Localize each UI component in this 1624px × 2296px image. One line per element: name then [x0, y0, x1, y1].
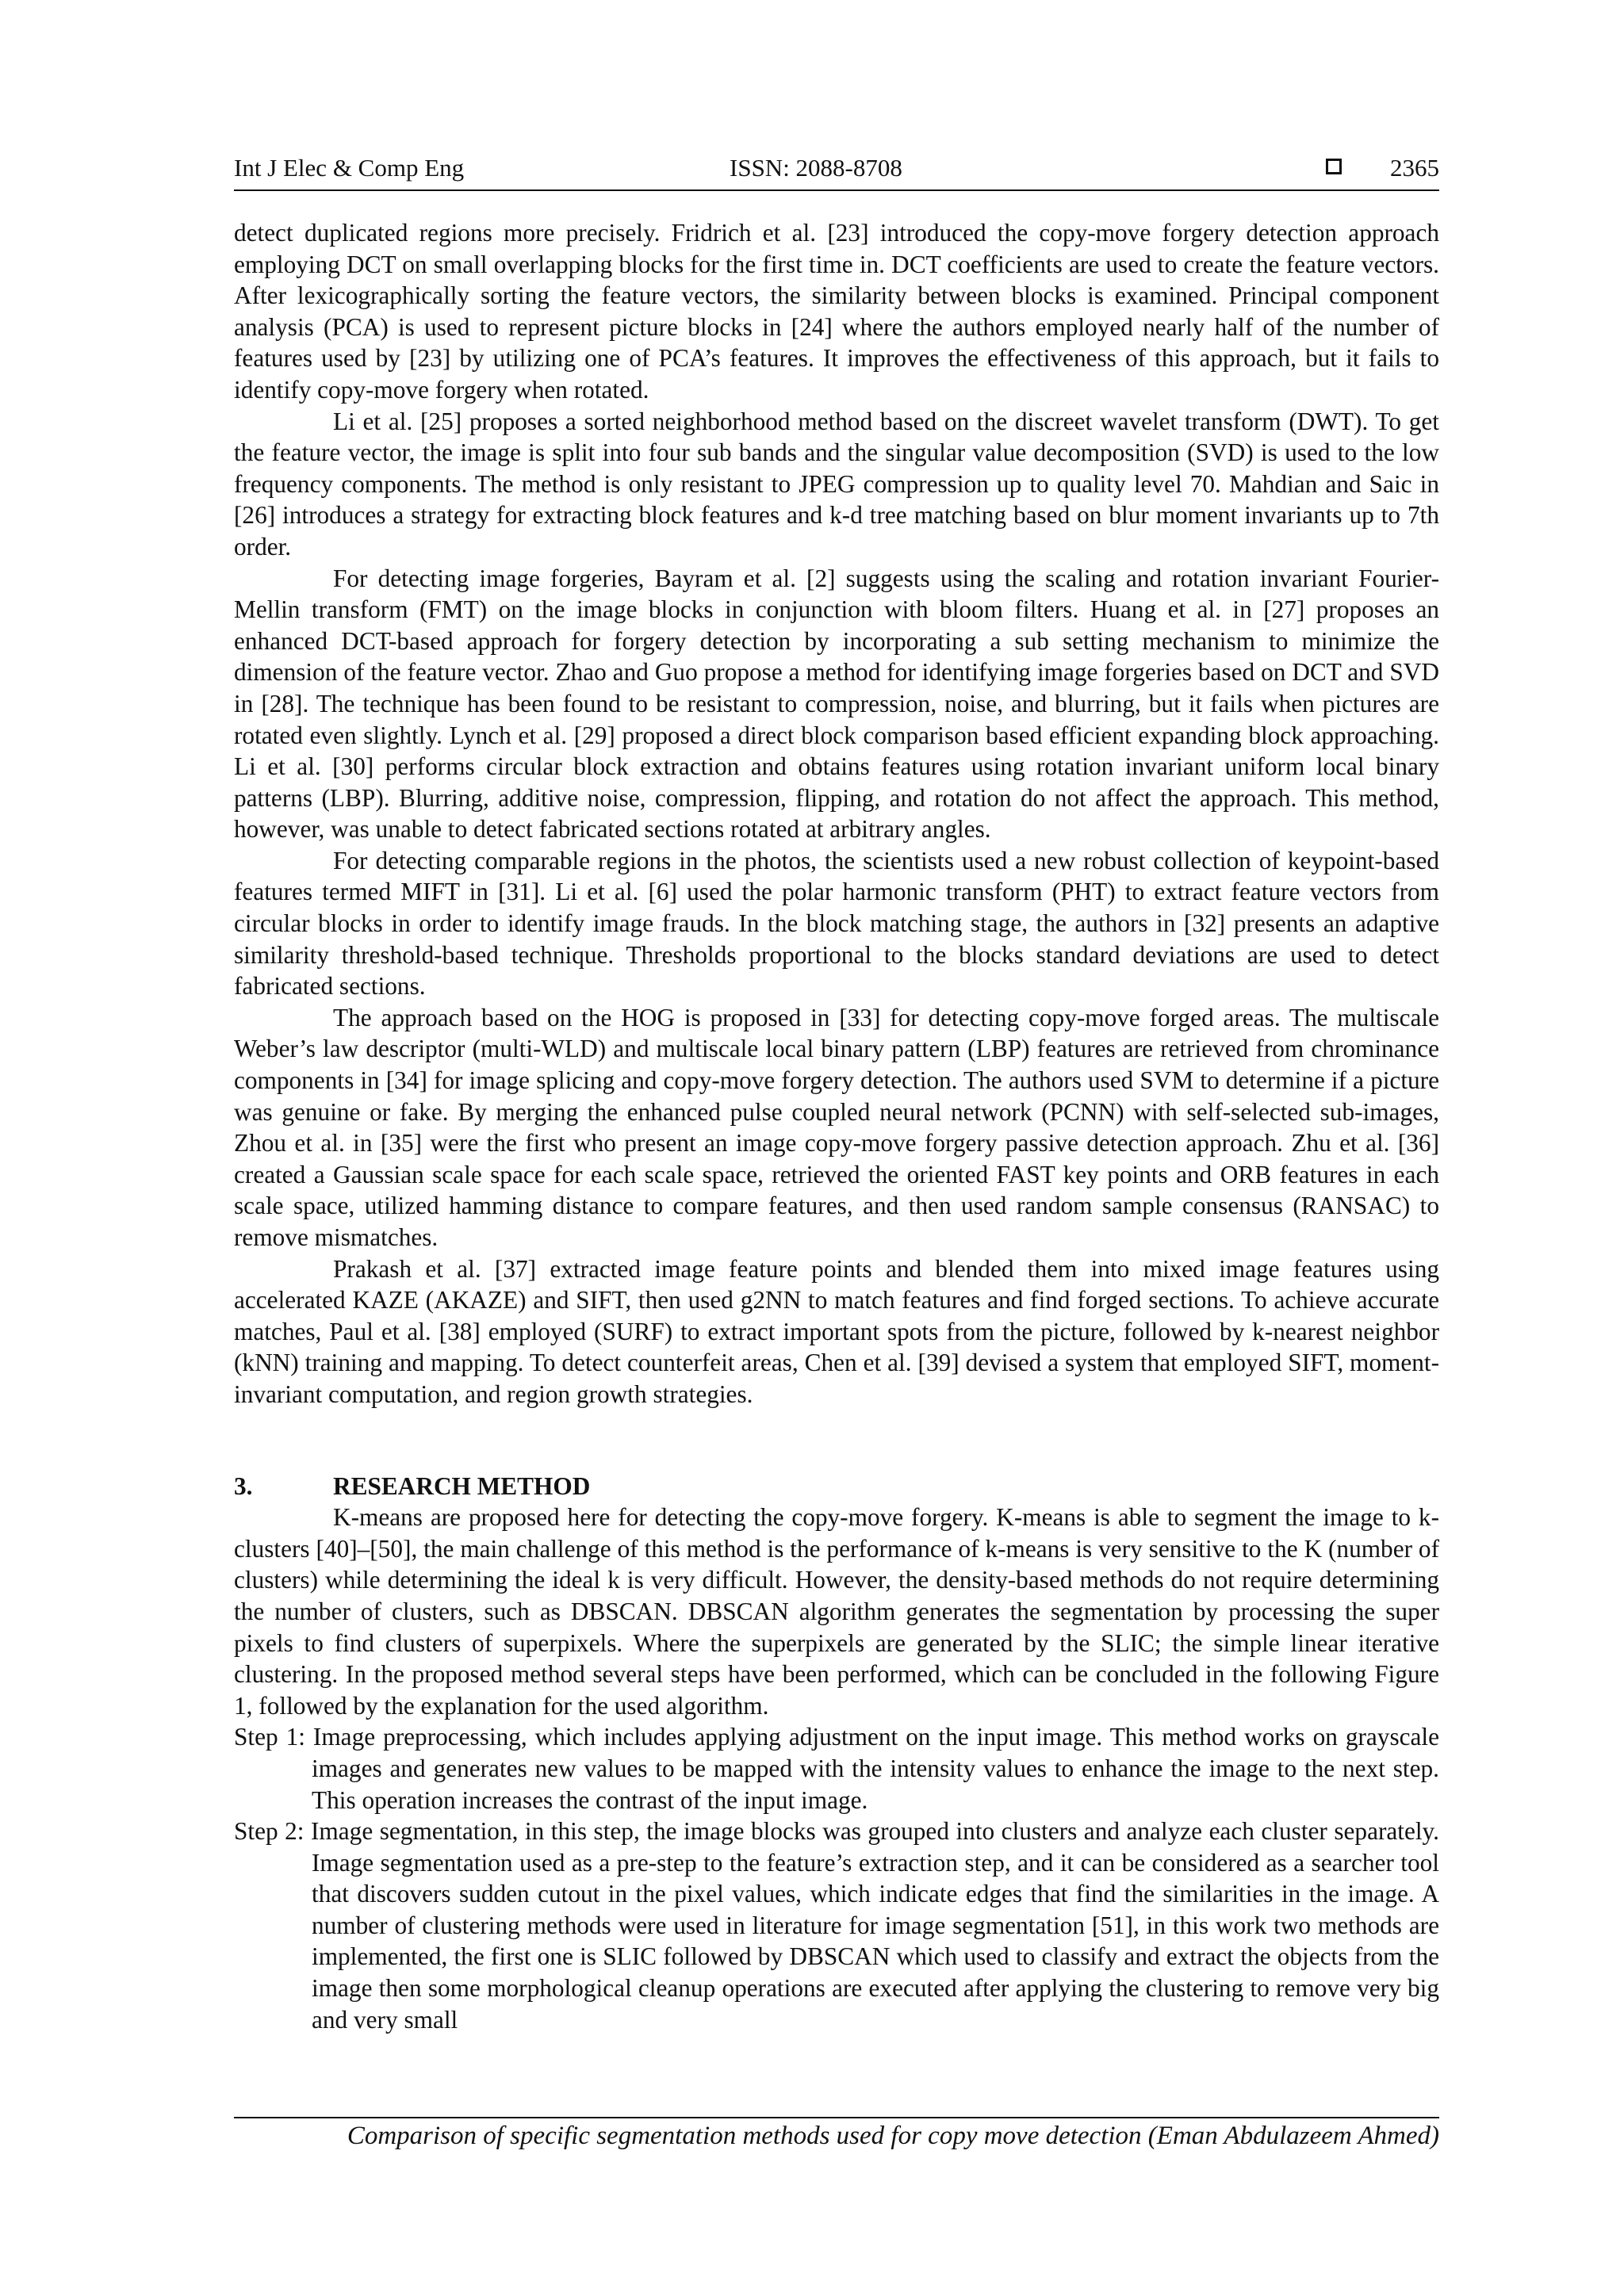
- footer-rule: [234, 2117, 1439, 2118]
- section-heading: [234, 1471, 1439, 1502]
- step-item: Step 2: Image segmentation, in this step, the image blocks was grouped into clusters and analyze each cluster separately. Image segmentation used as a pre-step to the feature’s extraction step, and it can be considered as a searcher tool that discovers sudden cutout in the pixel values, which indicate edges that find the similarities in the image. A number of clustering methods were used in literature for image segmentation [51], in this work two methods are implemented, the first one is SLIC followed by DBSCAN which used to classify and extract the objects from the image then some morphological cleanup operations are executed after applying the clustering to remove very big and very small: [234, 1817, 1439, 2034]
- paragraph: For detecting image forgeries, Bayram et al. [2] suggests using the scaling and rotation invariant Fourier-Mellin transform (FMT) on the image blocks in conjunction with bloom filters. Huang et al. in [27] proposes an enhanced DCT-based approach for forgery detection by incorporating a sub setting mechanism to minimize the dimension of the feature vector. Zhao and Guo propose a method for identifying image forgeries based on DCT and SVD in [28]. The technique has been found to be resistant to compression, noise, and blurring, but it fails when pictures are rotated even slightly. Lynch et al. [29] proposed a direct block comparison based efficient expanding block approaching. Li et al. [30] performs circular block extraction and obtains features using rotation invariant uniform local binary patterns (LBP). Blurring, additive noise, compression, flipping, and rotation do not affect the approach. This method, however, was unable to detect fabricated sections rotated at arbitrary angles.: [234, 564, 1439, 844]
- paragraph: detect duplicated regions more precisely. Fridrich et al. [23] introduced the copy-move forgery detection approach employing DCT on small overlapping blocks for the first time in. DCT coefficients are used to create the feature vectors. After lexicographically sorting the feature vectors, the similarity between blocks is examined. Principal component analysis (PCA) is used to represent picture blocks in [24] where the authors employed nearly half of the number of features used by [23] by utilizing one of PCA’s features. It improves the effectiveness of this approach, but it fails to identify copy-move forgery when rotated.: [234, 219, 1439, 404]
- issn: ISSN: 2088-8708: [730, 154, 902, 182]
- running-header: [234, 154, 1439, 190]
- section-title: RESEARCH METHOD: [333, 1471, 591, 1500]
- body-text: [234, 217, 1439, 2035]
- paragraph: For detecting comparable regions in the photos, the scientists used a new robust collection of keypoint-based features termed MIFT in [31]. Li et al. [6] used the polar harmonic transform (PHT) to extract feature vectors from circular blocks in order to identify image frauds. In the block matching stage, the authors in [32] presents an adaptive similarity threshold-based technique. Thresholds proportional to the blocks standard deviations are used to detect fabricated sections.: [234, 846, 1439, 1001]
- paragraph: Prakash et al. [37] extracted image feature points and blended them into mixed image features using accelerated KAZE (AKAZE) and SIFT, then used g2NN to match features and find forged sections. To achieve accurate matches, Paul et al. [38] employed (SURF) to extract important spots from the picture, followed by k-nearest neighbor (kNN) training and mapping. To detect counterfeit areas, Chen et al. [39] devised a system that employed SIFT, moment-invariant computation, and region growth strategies.: [234, 1254, 1439, 1408]
- running-footer: Comparison of specific segmentation methods used for copy move detection (Eman Abdulazeem Ahmed): [347, 2122, 1439, 2150]
- step-item: Step 1: Image preprocessing, which includes applying adjustment on the input image. This method works on grayscale images and generates new values to be mapped with the intensity values to enhance the image to the next step. This operation increases the contrast of the input image.: [234, 1723, 1439, 1814]
- page-number: 2365: [1390, 154, 1439, 182]
- paragraph: Li et al. [25] proposes a sorted neighborhood method based on the discreet wavelet transform (DWT). To get the feature vector, the image is split into four sub bands and the singular value decomposition (SVD) is used to the low frequency components. The method is only resistant to JPEG compression up to quality level 70. Mahdian and Saic in [26] introduces a strategy for extracting block features and k-d tree matching based on blur moment invariants up to 7th order.: [234, 407, 1439, 561]
- paragraph: K-means are proposed here for detecting the copy-move forgery. K-means is able to segment the image to k-clusters [40]–[50], the main challenge of this method is the performance of k-means is very sensitive to the K (number of clusters) while determining the ideal k is very difficult. However, the density-based methods do not require determining the number of clusters, such as DBSCAN. DBSCAN algorithm generates the segmentation by processing the super pixels to find clusters of superpixels. Where the superpixels are generated by the SLIC; the simple linear iterative clustering. In the proposed method several steps have been performed, which can be concluded in the following Figure 1, followed by the explanation for the used algorithm.: [234, 1503, 1439, 1720]
- section-number: 3.: [234, 1471, 253, 1500]
- paragraph: The approach based on the HOG is proposed in [33] for detecting copy-move forged areas. The multiscale Weber’s law descriptor (multi-WLD) and multiscale local binary pattern (LBP) features are retrieved from chrominance components in [34] for image splicing and copy-move forgery detection. The authors used SVM to determine if a picture was genuine or fake. By merging the enhanced pulse coupled neural network (PCNN) with self-selected sub-images, Zhou et al. in [35] were the first who present an image copy-move forgery passive detection approach. Zhu et al. [36] created a Gaussian scale space for each scale space, retrieved the oriented FAST key points and ORB features in each scale space, utilized hamming distance to compare features, and then used random sample consensus (RANSAC) to remove mismatches.: [234, 1003, 1439, 1251]
- journal-name: Int J Elec & Comp Eng: [234, 154, 465, 182]
- checkbox-square-icon: [1326, 159, 1342, 174]
- header-rule: [234, 189, 1439, 191]
